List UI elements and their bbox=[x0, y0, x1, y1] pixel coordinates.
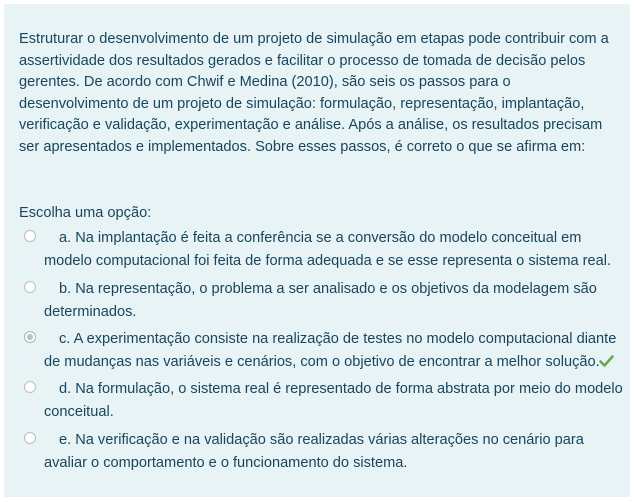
option-c-label[interactable]: c. A experimentação consiste na realização de testes no modelo computacional diante de mudanças nas variáveis e cenários, com o objetivo de encontrar a melhor solução. bbox=[44, 331, 617, 370]
option-c-radio-selected[interactable] bbox=[24, 331, 36, 343]
option-c[interactable] bbox=[24, 328, 624, 373]
option-e-radio[interactable] bbox=[24, 432, 36, 444]
answer-panel bbox=[4, 188, 630, 497]
check-icon bbox=[599, 355, 614, 367]
option-e[interactable] bbox=[24, 429, 624, 474]
option-a-radio[interactable] bbox=[24, 230, 36, 242]
option-b-label[interactable]: b. Na representação, o problema a ser analisado e os objetivos da modelagem são determinados. bbox=[44, 281, 597, 320]
option-e-label[interactable]: e. Na verificação e na validação são realizadas várias alterações no cenário para avaliar o comportamento e o funcionamento do sistema. bbox=[44, 432, 584, 471]
question-text-panel bbox=[4, 4, 630, 188]
option-d-label[interactable]: d. Na formulação, o sistema real é representado de forma abstrata por meio do modelo conceitual. bbox=[44, 381, 623, 420]
option-b-radio[interactable] bbox=[24, 281, 36, 293]
option-b[interactable] bbox=[24, 278, 624, 323]
option-a[interactable] bbox=[24, 227, 624, 272]
option-d[interactable] bbox=[24, 378, 624, 423]
question-text: Estruturar o desenvolvimento de um projeto de simulação em etapas pode contribuir com a assertividade dos resultados gerados e facilitar o processo de tomada de decisão pelos gerentes. De acordo com Chwif e Medina (2010), são seis os passos para o desenvolvimento de um projeto de simulação: formulação, representação, implantação, verificação e validação, experimentação e análise. Após a análise, os resultados precisam ser apresentados e implementados. Sobre esses passos, é correto o que se afirma em: bbox=[19, 31, 609, 155]
option-c-text-wrap[interactable] bbox=[24, 328, 624, 373]
option-d-radio[interactable] bbox=[24, 381, 36, 393]
option-a-label[interactable]: a. Na implantação é feita a conferência se a conversão do modelo conceitual em modelo computacional foi feita de forma adequada e se esse representa o sistema real. bbox=[44, 230, 612, 269]
answer-prompt: Escolha uma opção: bbox=[19, 205, 152, 221]
